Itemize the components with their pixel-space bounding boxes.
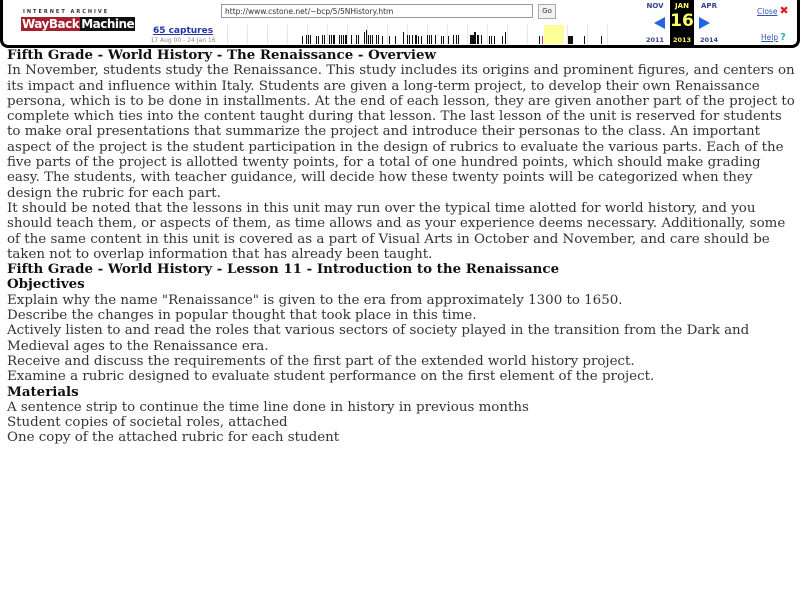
- prev-capture[interactable]: [643, 0, 667, 46]
- capture-bar: [453, 35, 454, 44]
- logo-machine: Machine: [81, 17, 135, 31]
- capture-bar: [364, 32, 365, 44]
- capture-bar: [427, 35, 428, 44]
- year-divider: [247, 25, 248, 44]
- close-toolbar[interactable]: [757, 4, 789, 17]
- prev-year[interactable]: 2011: [645, 36, 665, 44]
- year-divider: [507, 25, 508, 44]
- material-item: One copy of the attached rubric for each student: [7, 430, 340, 446]
- capture-bar: [415, 35, 417, 44]
- current-month: JAN: [675, 2, 689, 10]
- next-year[interactable]: 2014: [699, 36, 719, 44]
- capture-bar: [310, 35, 311, 44]
- capture-bar: [412, 35, 413, 44]
- year-divider: [287, 25, 288, 44]
- capture-bar: [331, 35, 332, 44]
- capture-bar: [491, 36, 492, 44]
- capture-bar: [435, 35, 436, 44]
- current-year-highlight: [544, 25, 564, 44]
- capture-bar: [443, 36, 444, 44]
- year-divider: [227, 25, 228, 44]
- next-arrow-icon[interactable]: [699, 17, 710, 29]
- document-content: [7, 48, 797, 446]
- wayback-logo-wordmark: [21, 17, 135, 31]
- current-capture: [670, 0, 694, 46]
- capture-bar: [418, 36, 419, 44]
- material-item: Student copies of societal roles, attached: [7, 415, 288, 431]
- capture-bar: [341, 35, 342, 44]
- capture-bar: [345, 35, 347, 44]
- capture-bar: [409, 35, 410, 44]
- capture-bar: [477, 35, 479, 44]
- capture-bar: [448, 36, 449, 44]
- help[interactable]: [761, 32, 786, 43]
- current-day: 16: [670, 11, 694, 31]
- capture-bar: [429, 35, 430, 44]
- capture-bar: [505, 32, 506, 44]
- objective-item: Examine a rubric designed to evaluate student performance on the first element of the project.: [7, 369, 655, 385]
- internet-archive-label: INTERNET ARCHIVE: [23, 9, 110, 15]
- capture-bar: [494, 36, 495, 44]
- year-divider: [347, 25, 348, 44]
- next-capture[interactable]: [697, 0, 721, 46]
- url-input[interactable]: http://www.cstone.net/~bcp/5/5NHistory.htm: [221, 4, 533, 18]
- capture-bar: [306, 35, 307, 44]
- objective-item: Actively listen to and read the roles that various sectors of society played in the transition from the Dark and Medieval ages to the Renaissance era.: [7, 323, 750, 354]
- capture-date-navigator: [643, 0, 743, 46]
- objectives-heading: Objectives: [7, 276, 85, 293]
- material-item: A sentence strip to continue the time line done in history in previous months: [7, 399, 529, 415]
- year-divider: [387, 25, 388, 44]
- current-capture-marker: [542, 36, 543, 44]
- capture-bar: [382, 36, 383, 44]
- capture-bar: [366, 30, 367, 44]
- capture-bar: [481, 35, 482, 44]
- capture-bar: [324, 35, 325, 44]
- overview-title: Fifth Grade - World History - The Renaissance - Overview: [7, 47, 437, 63]
- year-divider: [527, 25, 528, 44]
- year-divider: [607, 25, 608, 44]
- capture-bar: [456, 35, 457, 44]
- capture-bar: [339, 35, 340, 44]
- capture-bar: [389, 36, 390, 44]
- capture-bar: [458, 35, 459, 44]
- prev-month[interactable]: NOV: [646, 2, 664, 10]
- year-divider: [487, 25, 488, 44]
- wayback-machine-logo[interactable]: [21, 6, 135, 40]
- close-link[interactable]: Close: [757, 7, 778, 16]
- captures-date-range: 17 Aug 00 - 24 Jan 16: [150, 37, 216, 44]
- year-divider: [267, 25, 268, 44]
- overview-paragraph: In November, students study the Renaissance. This study includes its origins and prominent figures, and centers on its impact and influence within Italy. Students are given a long-term project, to develop their own Renaissance persona, which is to be done in installments. At the end of each lesson, they are given another part of the project to complete which ties into the content taught during that lesson. The last lesson of the unit is reserved for students to make oral presentations that summarize the project and introduce their personas to the class. An important aspect of the project is the student participation in the design of rubrics to evaluate the various parts. Each of the five parts of the project is allotted twenty points, for a total of one hundred points, which should make grading easy. The students, with teacher guidance, will decide how these twenty points will be categorized when they design the rubric for each part.: [7, 63, 795, 201]
- wayback-toolbar: [0, 0, 800, 48]
- help-icon[interactable]: ?: [780, 32, 786, 43]
- year-divider: [327, 25, 328, 44]
- capture-bar: [395, 36, 396, 44]
- capture-bar: [376, 35, 377, 44]
- capture-bar: [318, 36, 319, 44]
- prev-arrow-icon[interactable]: [654, 17, 665, 29]
- capture-bar: [421, 36, 422, 44]
- capture-bar: [372, 35, 373, 44]
- capture-bar: [329, 35, 330, 44]
- materials-heading: Materials: [7, 383, 79, 400]
- year-divider: [467, 25, 468, 44]
- capture-bar: [431, 35, 432, 44]
- capture-bar: [316, 36, 317, 44]
- objective-item: Explain why the name "Renaissance" is given to the era from approximately 1300 to 1650.: [7, 292, 623, 308]
- capture-bar: [356, 35, 357, 44]
- capture-bar: [343, 35, 344, 44]
- current-year: 2013: [672, 36, 692, 44]
- capture-bar: [601, 36, 602, 44]
- help-link[interactable]: Help: [761, 33, 779, 42]
- capture-bar: [378, 35, 379, 44]
- close-icon[interactable]: ✖: [779, 4, 789, 17]
- capture-bar: [322, 35, 323, 44]
- capture-bar: [358, 35, 359, 44]
- capture-bar: [351, 35, 352, 44]
- capture-bar: [407, 35, 408, 44]
- capture-bar: [502, 36, 503, 44]
- capture-bar: [568, 36, 573, 44]
- capture-bar: [308, 35, 309, 44]
- capture-bar: [368, 35, 369, 44]
- capture-bar: [370, 35, 371, 44]
- capture-bar: [489, 36, 490, 44]
- logo-way: WayBack: [22, 17, 80, 31]
- year-divider: [587, 25, 588, 44]
- captures-link[interactable]: 65 captures: [152, 26, 214, 36]
- go-button[interactable]: Go: [538, 4, 556, 19]
- lesson-title: Fifth Grade - World History - Lesson 11 - Introduction to the Renaissance: [7, 261, 560, 278]
- next-month[interactable]: APR: [701, 2, 717, 10]
- capture-bar: [584, 36, 585, 44]
- capture-bar: [539, 36, 540, 44]
- note-paragraph: It should be noted that the lessons in this unit may run over the typical time alotted for world history, and you should teach them, or aspects of them, as time allows and as your experience deems necessary. Additionally, some of the same content in this unit is covered as a part of Visual Arts in October and November, and care should be taken not to overlap information that has already been taught.: [7, 200, 786, 262]
- capture-bar: [403, 32, 404, 44]
- objective-item: Receive and discuss the requirements of the first part of the extended world history project.: [7, 353, 635, 369]
- objective-item: Describe the changes in popular thought that took place in this time.: [7, 308, 477, 324]
- capture-sparkline[interactable]: [215, 25, 623, 44]
- capture-bar: [441, 36, 442, 44]
- capture-bar: [333, 35, 335, 44]
- capture-bar: [474, 32, 476, 44]
- capture-bar: [302, 36, 303, 44]
